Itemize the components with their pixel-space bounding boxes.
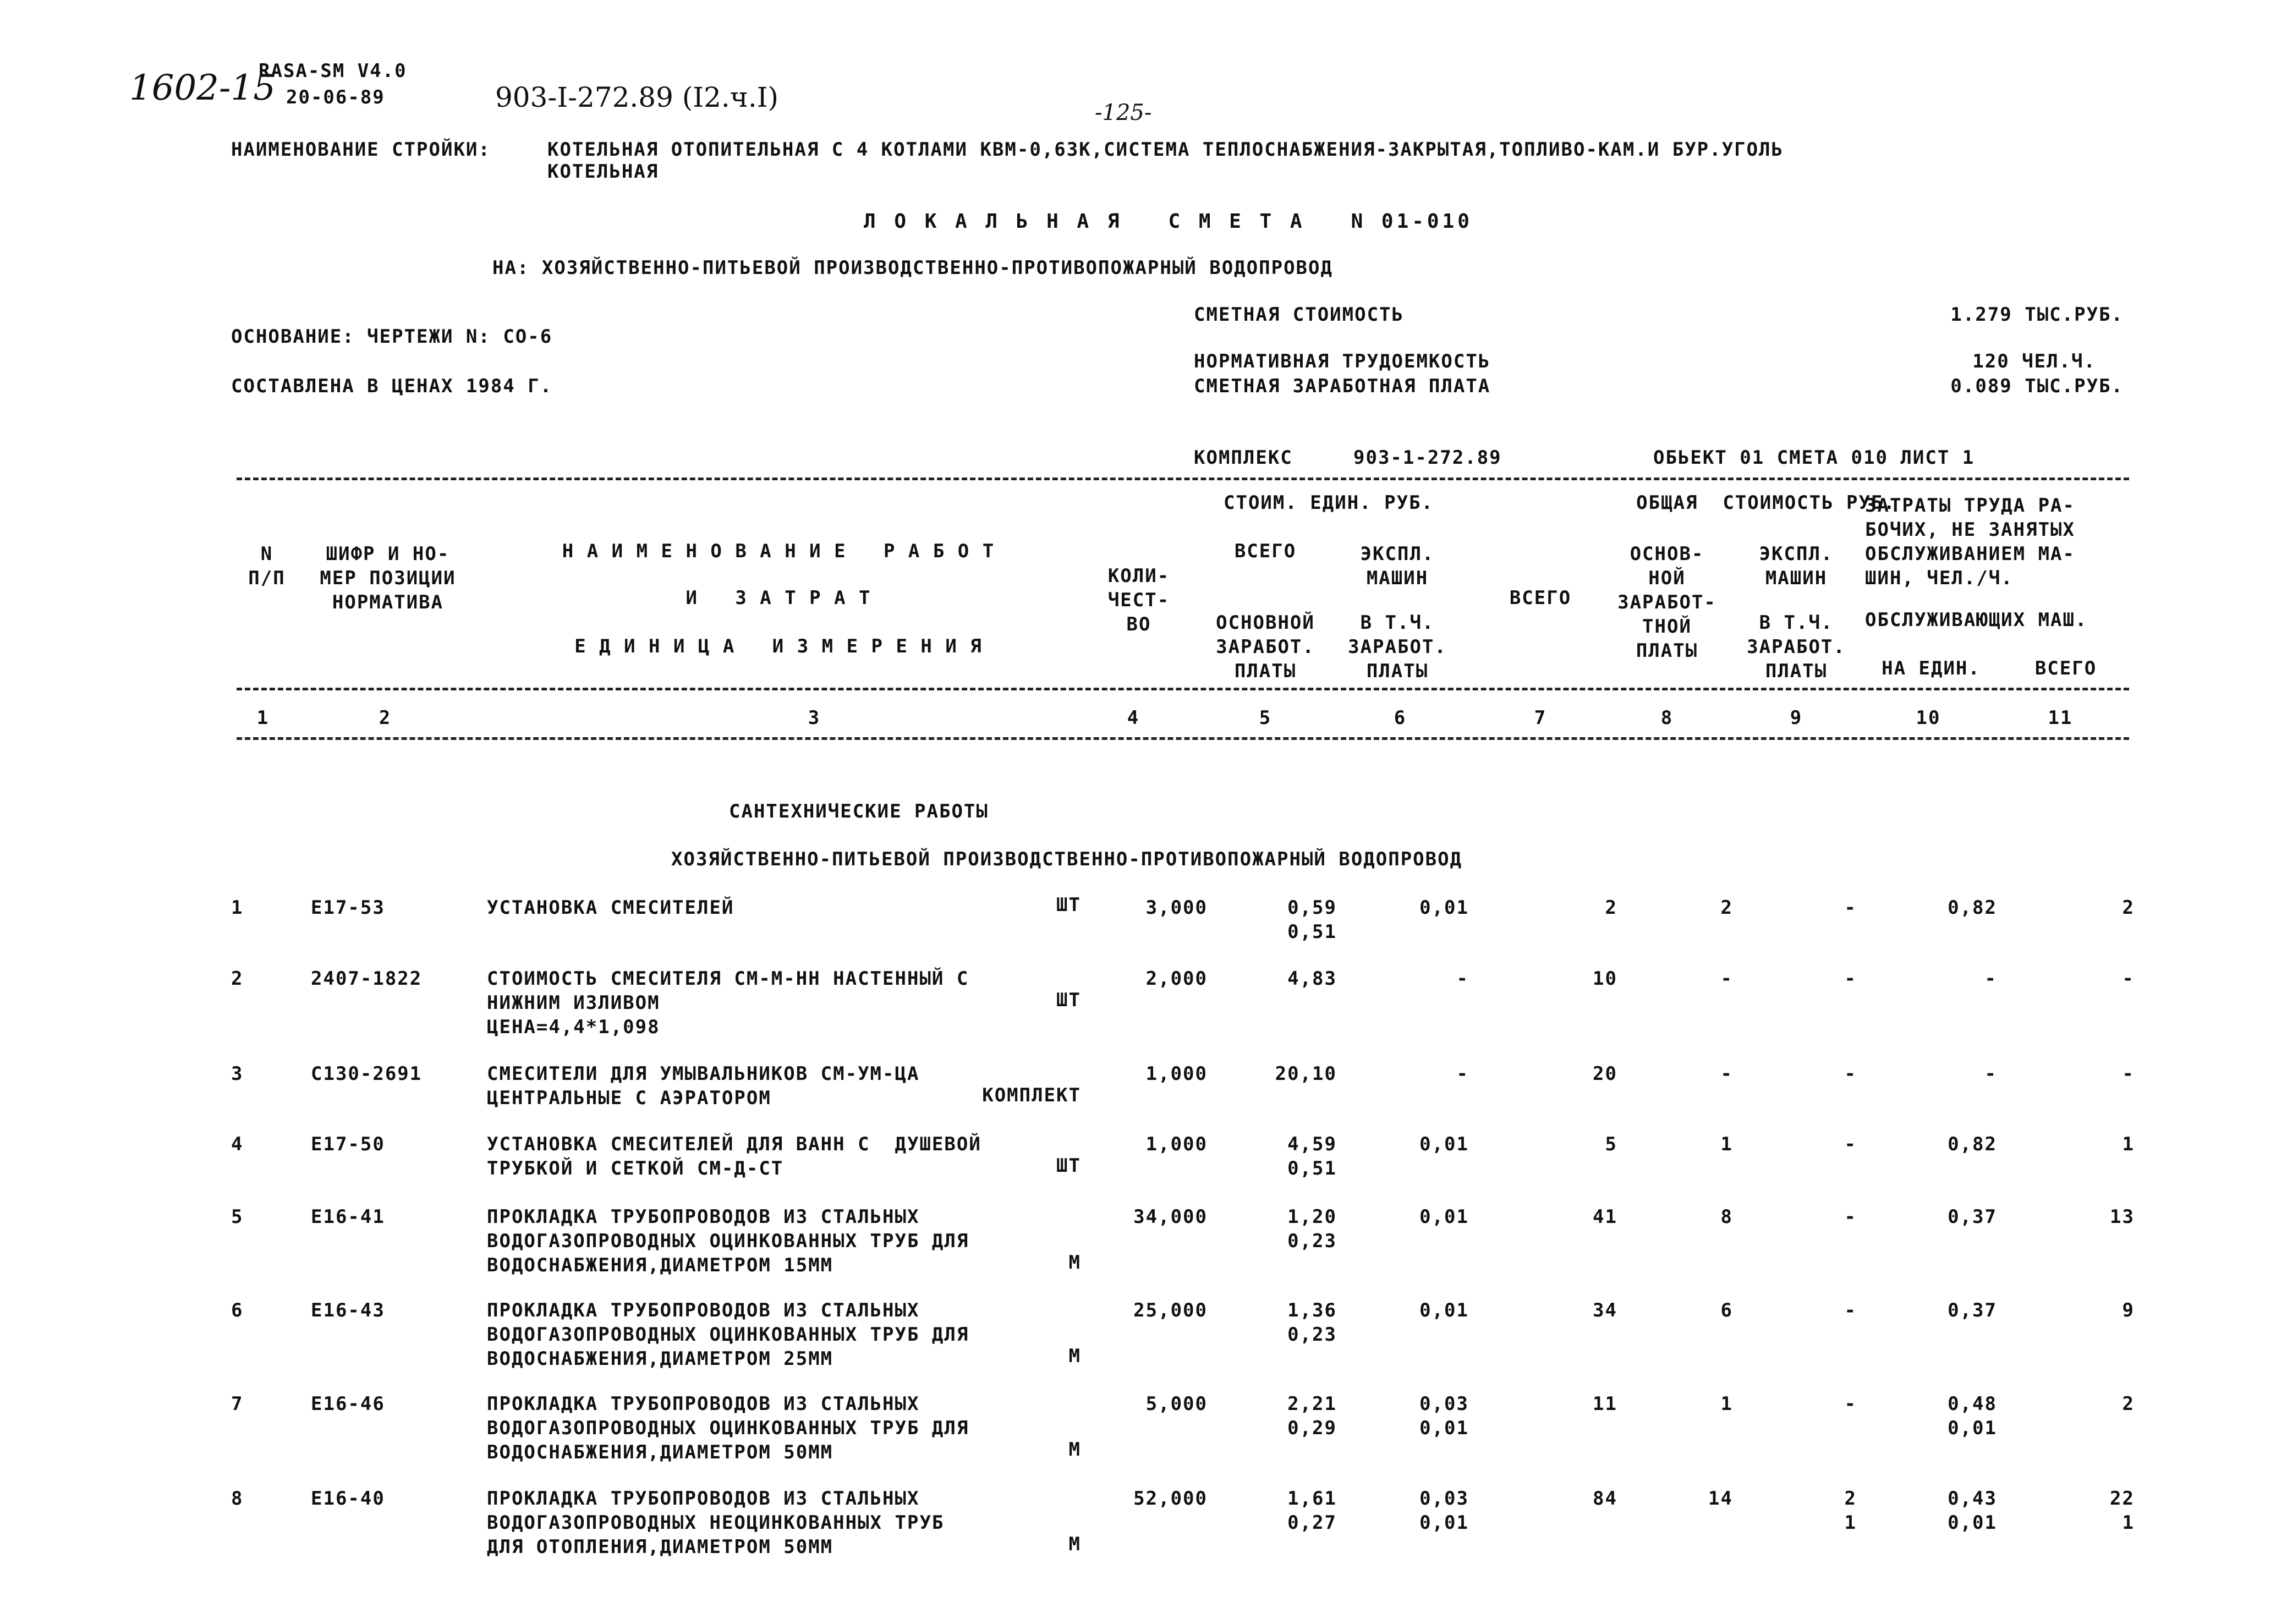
cell-c6: 0,01 (1419, 1206, 1469, 1228)
cell-c7: 34 (1593, 1299, 1617, 1321)
cell-c6: 0,03 0,01 (1419, 1393, 1469, 1439)
cell-name: ПРОКЛАДКА ТРУБОПРОВОДОВ ИЗ СТАЛЬНЫХ ВОДОГАЗОПРОВОДНЫХ НЕОЦИНКОВАННЫХ ТРУБ ДЛЯ ОТОПЛЕНИЯ,ДИАМЕТРОМ 50ММ (487, 1488, 945, 1558)
cell-n: 1 (231, 897, 244, 919)
cell-name: УСТАНОВКА СМЕСИТЕЛЕЙ ДЛЯ ВАНН С ДУШЕВОЙ ТРУБКОЙ И СЕТКОЙ СМ-Д-СТ (487, 1133, 981, 1179)
cell-qty: 5,000 (1145, 1393, 1208, 1415)
cell-c6: 0,01 (1419, 1299, 1469, 1321)
col-unit-total-header: ВСЕГО (1234, 540, 1297, 562)
cell-c10: - (1984, 968, 1997, 990)
column-number: 3 (808, 707, 821, 729)
cell-code: Е16-46 (311, 1393, 385, 1415)
col-qty-header: КОЛИ- ЧЕСТ- ВО (1107, 565, 1170, 635)
group-total-cost-header: ОБЩАЯ СТОИМОСТЬ РУБ. (1636, 492, 1896, 514)
col-code-header: ШИФР И НО- МЕР ПОЗИЦИИ НОРМАТИВА (320, 543, 456, 613)
column-number: 4 (1127, 707, 1140, 729)
cell-c6: 0,01 (1419, 897, 1469, 919)
section-title: САНТЕХНИЧЕСКИЕ РАБОТЫ (729, 800, 989, 822)
cell-unit: ШТ (1056, 1155, 1081, 1177)
col-total-header: ВСЕГО (1509, 587, 1572, 609)
cell-name: ПРОКЛАДКА ТРУБОПРОВОДОВ ИЗ СТАЛЬНЫХ ВОДОГАЗОПРОВОДНЫХ ОЦИНКОВАННЫХ ТРУБ ДЛЯ ВОДОСНАБЖЕНИЯ,ДИАМЕТРОМ 50ММ (487, 1393, 969, 1463)
cell-c5: 2,21 0,29 (1287, 1393, 1337, 1439)
system-version: RASA-SM V4.0 (259, 60, 407, 82)
column-number: 11 (2048, 707, 2073, 729)
cell-c6: 0,01 (1419, 1133, 1469, 1155)
cell-c10: 0,37 (1948, 1206, 1997, 1228)
cost-label: СМЕТНАЯ СТОИМОСТЬ (1194, 304, 1404, 326)
column-number: 5 (1259, 707, 1272, 729)
cell-code: Е16-41 (311, 1206, 385, 1228)
col-unit-wage-header: ОСНОВНОЙ ЗАРАБОТ. ПЛАТЫ (1216, 612, 1315, 682)
cell-c9: 2 1 (1844, 1488, 1857, 1534)
handwritten-id: 1602-15 (129, 68, 276, 108)
cell-qty: 25,000 (1133, 1299, 1208, 1321)
column-number: 10 (1916, 707, 1941, 729)
cell-qty: 52,000 (1133, 1488, 1208, 1510)
header-rule-bottom (237, 737, 2129, 740)
column-number: 6 (1394, 707, 1407, 729)
complex-label: КОМПЛЕКС (1194, 447, 1293, 469)
cell-unit: ШТ (1056, 894, 1081, 916)
cell-c11: 22 1 (2110, 1488, 2135, 1534)
cell-c8: 14 (1708, 1488, 1733, 1510)
cell-qty: 34,000 (1133, 1206, 1208, 1228)
col-total-machine-wage-header: В Т.Ч. ЗАРАБОТ. ПЛАТЫ (1747, 612, 1846, 682)
cell-n: 5 (231, 1206, 244, 1228)
group-labor-header: ЗАТРАТЫ ТРУДА РА- БОЧИХ, НЕ ЗАНЯТЫХ ОБСЛУЖИВАНИЕМ МА- ШИН, ЧЕЛ./Ч. (1865, 495, 2075, 589)
page-number: -125- (1095, 100, 1152, 125)
cell-c11: - (2122, 1063, 2135, 1085)
col-name-header-c: Е Д И Н И Ц А И З М Е Р Е Н И Я (574, 635, 983, 657)
cell-name: УСТАНОВКА СМЕСИТЕЛЕЙ (487, 897, 734, 919)
cell-code: Е16-40 (311, 1488, 385, 1510)
cell-unit: ШТ (1056, 989, 1081, 1011)
col-unit-machine-wage-header: В Т.Ч. ЗАРАБОТ. ПЛАТЫ (1348, 612, 1447, 682)
group-labor-machines-header: ОБСЛУЖИВАЮЩИХ МАШ. (1865, 609, 2088, 631)
complex-value: 903-1-272.89 (1353, 447, 1502, 469)
cell-c11: 2 (2122, 1393, 2135, 1415)
cell-c9: - (1844, 1133, 1857, 1155)
cell-c7: 11 (1593, 1393, 1617, 1415)
wage-value: 0.089 ТЫС.РУБ. (1950, 375, 2124, 397)
cell-c7: 84 (1593, 1488, 1617, 1510)
col-name-header-a: Н А И М Е Н О В А Н И Е Р А Б О Т (562, 540, 995, 562)
cell-c6: 0,03 0,01 (1419, 1488, 1469, 1534)
cell-unit: М (1068, 1439, 1081, 1461)
cell-code: Е17-50 (311, 1133, 385, 1155)
cell-c8: 6 (1720, 1299, 1733, 1321)
cell-n: 2 (231, 968, 244, 990)
doc-code: 903-I-272.89 (I2.ч.I) (495, 81, 778, 113)
cell-c5: 1,61 0,27 (1287, 1488, 1337, 1534)
cell-n: 6 (231, 1299, 244, 1321)
column-number: 2 (379, 707, 392, 729)
cell-c10: 0,82 (1948, 897, 1997, 919)
column-number: 8 (1660, 707, 1674, 729)
cell-c10: 0,48 0,01 (1948, 1393, 1997, 1439)
cell-c8: 1 (1720, 1393, 1733, 1415)
cell-c11: 1 (2122, 1133, 2135, 1155)
col-total-machine-header: ЭКСПЛ. МАШИН (1759, 543, 1834, 589)
cell-c10: - (1984, 1063, 1997, 1085)
cell-c5: 0,59 0,51 (1287, 897, 1337, 943)
prices-year: СОСТАВЛЕНА В ЦЕНАХ 1984 Г. (231, 375, 553, 397)
cell-unit: КОМПЛЕКТ (982, 1084, 1081, 1106)
column-number: 9 (1790, 707, 1803, 729)
cell-unit: М (1068, 1533, 1081, 1555)
header-rule-top (237, 478, 2129, 480)
construction-name: КОТЕЛЬНАЯ ОТОПИТЕЛЬНАЯ С 4 КОТЛАМИ КВМ-0,63К,СИСТЕМА ТЕПЛОСНАБЖЕНИЯ-ЗАКРЫТАЯ,ТОПЛИВО-КАМ.И БУР.УГОЛЬ (547, 139, 1784, 161)
cost-value: 1.279 ТЫС.РУБ. (1950, 304, 2124, 326)
cell-c11: 9 (2122, 1299, 2135, 1321)
cell-n: 7 (231, 1393, 244, 1415)
cell-n: 4 (231, 1133, 244, 1155)
page-title: Л О К А Л Ь Н А Я С М Е Т А N 01-010 (864, 210, 1473, 233)
cell-c5: 1,36 0,23 (1287, 1299, 1337, 1346)
cell-c10: 0,43 0,01 (1948, 1488, 1997, 1534)
col-labor-total-header: ВСЕГО (2034, 657, 2097, 679)
cell-c8: 1 (1720, 1133, 1733, 1155)
construction-label: НАИМЕНОВАНИЕ СТРОЙКИ: (231, 139, 491, 161)
column-number: 1 (256, 707, 270, 729)
cell-c8: 8 (1720, 1206, 1733, 1228)
cell-c11: 2 (2122, 897, 2135, 919)
labor-label: НОРМАТИВНАЯ ТРУДОЕМКОСТЬ (1194, 350, 1491, 372)
object-line: ОБЬЕКТ 01 СМЕТА 010 ЛИСТ 1 (1653, 447, 1975, 469)
cell-c11: 13 (2110, 1206, 2135, 1228)
col-num-header: N П/П (248, 543, 286, 589)
cell-unit: М (1068, 1345, 1081, 1367)
cell-name: ПРОКЛАДКА ТРУБОПРОВОДОВ ИЗ СТАЛЬНЫХ ВОДОГАЗОПРОВОДНЫХ ОЦИНКОВАННЫХ ТРУБ ДЛЯ ВОДОСНАБЖЕНИЯ,ДИАМЕТРОМ 25ММ (487, 1299, 969, 1370)
basis: ОСНОВАНИЕ: ЧЕРТЕЖИ N: СО-6 (231, 326, 553, 348)
estimate-purpose: НА: ХОЗЯЙСТВЕННО-ПИТЬЕВОЙ ПРОИЗВОДСТВЕННО-ПРОТИВОПОЖАРНЫЙ ВОДОПРОВОД (492, 257, 1333, 279)
cell-qty: 2,000 (1145, 968, 1208, 990)
cell-c10: 0,37 (1948, 1299, 1997, 1321)
cell-qty: 3,000 (1145, 897, 1208, 919)
cell-c9: - (1844, 897, 1857, 919)
cell-c5: 20,10 (1275, 1063, 1337, 1085)
cell-c7: 20 (1593, 1063, 1617, 1085)
cell-code: Е17-53 (311, 897, 385, 919)
cell-c7: 2 (1605, 897, 1617, 919)
cell-c9: - (1844, 1063, 1857, 1085)
cell-c6: - (1456, 968, 1469, 990)
col-name-header-b: И З А Т Р А Т (685, 587, 871, 609)
cell-c7: 5 (1605, 1133, 1617, 1155)
col-labor-unit-header: НА ЕДИН. (1882, 657, 1981, 679)
col-unit-machine-header: ЭКСПЛ. МАШИН (1360, 543, 1435, 589)
cell-c7: 10 (1593, 968, 1617, 990)
cell-qty: 1,000 (1145, 1133, 1208, 1155)
cell-c7: 41 (1593, 1206, 1617, 1228)
cell-name: СТОИМОСТЬ СМЕСИТЕЛЯ СМ-М-НН НАСТЕННЫЙ С НИЖНИМ ИЗЛИВОМ ЦЕНА=4,4*1,098 (487, 968, 969, 1038)
cell-n: 8 (231, 1488, 244, 1510)
cell-unit: М (1068, 1252, 1081, 1274)
labor-value: 120 ЧЕЛ.Ч. (1972, 350, 2096, 372)
cell-code: Е16-43 (311, 1299, 385, 1321)
cell-c9: - (1844, 1393, 1857, 1415)
cell-c8: - (1720, 1063, 1733, 1085)
construction-name-2: КОТЕЛЬНАЯ (547, 161, 659, 183)
system-date: 20-06-89 (286, 86, 385, 108)
cell-c5: 4,83 (1287, 968, 1337, 990)
cell-c8: - (1720, 968, 1733, 990)
cell-c5: 1,20 0,23 (1287, 1206, 1337, 1252)
cell-c6: - (1456, 1063, 1469, 1085)
cell-qty: 1,000 (1145, 1063, 1208, 1085)
col-total-wage-header: ОСНОВ- НОЙ ЗАРАБОТ- ТНОЙ ПЛАТЫ (1617, 543, 1716, 662)
cell-c8: 2 (1720, 897, 1733, 919)
cell-c9: - (1844, 968, 1857, 990)
cell-name: СМЕСИТЕЛИ ДЛЯ УМЫВАЛЬНИКОВ СМ-УМ-ЦА ЦЕНТРАЛЬНЫЕ С АЭРАТОРОМ (487, 1063, 920, 1109)
cell-n: 3 (231, 1063, 244, 1085)
cell-code: 2407-1822 (311, 968, 423, 990)
cell-code: С130-2691 (311, 1063, 423, 1085)
wage-label: СМЕТНАЯ ЗАРАБОТНАЯ ПЛАТА (1194, 375, 1491, 397)
section-subtitle: ХОЗЯЙСТВЕННО-ПИТЬЕВОЙ ПРОИЗВОДСТВЕННО-ПРОТИВОПОЖАРНЫЙ ВОДОПРОВОД (671, 848, 1463, 870)
cell-name: ПРОКЛАДКА ТРУБОПРОВОДОВ ИЗ СТАЛЬНЫХ ВОДОГАЗОПРОВОДНЫХ ОЦИНКОВАННЫХ ТРУБ ДЛЯ ВОДОСНАБЖЕНИЯ,ДИАМЕТРОМ 15ММ (487, 1206, 969, 1276)
cell-c10: 0,82 (1948, 1133, 1997, 1155)
column-number: 7 (1534, 707, 1547, 729)
group-unit-cost-header: СТОИМ. ЕДИН. РУБ. (1224, 492, 1434, 514)
cell-c11: - (2122, 968, 2135, 990)
cell-c9: - (1844, 1299, 1857, 1321)
cell-c9: - (1844, 1206, 1857, 1228)
header-rule-mid (237, 688, 2129, 690)
cell-c5: 4,59 0,51 (1287, 1133, 1337, 1179)
